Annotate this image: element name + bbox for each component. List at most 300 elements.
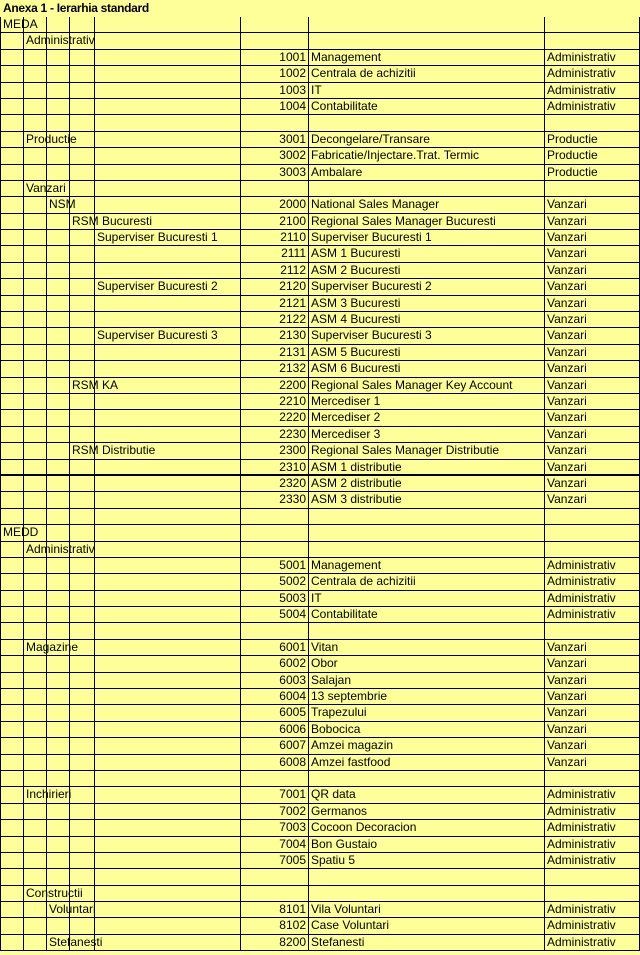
cell-col-3[interactable] (69, 213, 153, 230)
department-cell[interactable] (544, 623, 640, 639)
cell-col-2[interactable] (46, 804, 69, 820)
code-cell[interactable]: 6007 (240, 738, 308, 754)
cell-col-1[interactable] (23, 476, 46, 492)
cell-col-3[interactable] (69, 574, 94, 590)
cell-col-3[interactable] (69, 312, 94, 328)
cell-col-4[interactable] (94, 427, 240, 443)
cell-col-4[interactable] (94, 902, 240, 918)
cell-col-2[interactable] (46, 623, 69, 639)
name-cell[interactable]: Superviser Bucuresti 2 (308, 279, 544, 295)
name-cell[interactable] (308, 886, 544, 902)
cell-col-3[interactable] (69, 837, 94, 853)
name-cell[interactable]: Case Voluntari (308, 918, 544, 934)
code-cell[interactable]: 1001 (240, 50, 308, 66)
cell-col-0[interactable] (0, 853, 23, 869)
cell-col-4[interactable] (94, 312, 240, 328)
cell-col-1[interactable] (23, 820, 46, 836)
code-cell[interactable]: 2220 (240, 410, 308, 426)
cell-col-0[interactable] (0, 722, 23, 738)
cell-col-0[interactable] (0, 214, 23, 230)
name-cell[interactable] (308, 869, 544, 885)
cell-col-2[interactable] (46, 66, 69, 82)
name-cell[interactable]: Bobocica (308, 722, 544, 738)
code-cell[interactable] (240, 886, 308, 902)
department-cell[interactable]: Productie (544, 132, 640, 148)
cell-col-2[interactable] (46, 656, 69, 672)
code-cell[interactable]: 2200 (240, 378, 308, 394)
cell-col-0[interactable] (0, 345, 23, 361)
cell-col-1[interactable] (23, 591, 46, 607)
cell-col-0[interactable] (0, 886, 23, 902)
cell-col-0[interactable] (0, 427, 23, 443)
name-cell[interactable] (308, 771, 544, 787)
cell-col-0[interactable] (0, 50, 23, 66)
name-cell[interactable] (308, 525, 544, 541)
department-cell[interactable]: Vanzari (544, 197, 640, 213)
name-cell[interactable]: Germanos (308, 804, 544, 820)
cell-col-2[interactable] (46, 263, 69, 279)
name-cell[interactable]: Amzei fastfood (308, 755, 544, 771)
cell-col-4[interactable] (94, 181, 240, 197)
department-cell[interactable]: Vanzari (544, 722, 640, 738)
cell-col-1[interactable] (23, 165, 46, 181)
cell-col-2[interactable] (46, 934, 103, 951)
department-cell[interactable]: Vanzari (544, 230, 640, 246)
cell-col-1[interactable] (23, 361, 46, 377)
cell-col-3[interactable] (69, 509, 94, 525)
cell-col-0[interactable] (0, 197, 23, 213)
cell-col-4[interactable] (94, 804, 240, 820)
department-cell[interactable] (544, 33, 640, 49)
department-cell[interactable] (544, 886, 640, 902)
cell-col-4[interactable] (94, 148, 240, 164)
cell-col-0[interactable] (0, 755, 23, 771)
cell-col-2[interactable] (46, 394, 69, 410)
cell-col-1[interactable] (23, 853, 46, 869)
cell-col-3[interactable] (69, 443, 156, 459)
code-cell[interactable]: 5002 (240, 574, 308, 590)
department-cell[interactable]: Productie (544, 165, 640, 181)
cell-col-1[interactable] (23, 771, 46, 787)
cell-col-1[interactable] (23, 639, 79, 656)
cell-col-3[interactable] (69, 607, 94, 623)
cell-col-0[interactable] (0, 230, 23, 246)
cell-col-0[interactable] (0, 542, 23, 558)
code-cell[interactable] (240, 509, 308, 525)
cell-col-1[interactable] (23, 885, 83, 902)
cell-col-0[interactable] (0, 787, 23, 803)
cell-col-3[interactable] (69, 410, 94, 426)
name-cell[interactable]: Vitan (308, 640, 544, 656)
cell-col-0[interactable] (0, 17, 38, 33)
code-cell[interactable]: 6004 (240, 689, 308, 705)
cell-col-0[interactable] (0, 902, 23, 918)
department-cell[interactable]: Vanzari (544, 361, 640, 377)
name-cell[interactable] (308, 115, 544, 131)
department-cell[interactable]: Vanzari (544, 394, 640, 410)
cell-col-3[interactable] (69, 476, 94, 492)
cell-col-1[interactable] (23, 312, 46, 328)
cell-col-2[interactable] (46, 50, 69, 66)
department-cell[interactable]: Administrativ (544, 66, 640, 82)
cell-col-3[interactable] (69, 427, 94, 443)
cell-col-1[interactable] (23, 296, 46, 312)
cell-col-2[interactable] (46, 837, 69, 853)
cell-col-1[interactable] (23, 705, 46, 721)
department-cell[interactable] (544, 542, 640, 558)
cell-col-1[interactable] (23, 66, 46, 82)
cell-col-1[interactable] (23, 427, 46, 443)
name-cell[interactable]: ASM 3 distributie (308, 492, 544, 508)
cell-col-0[interactable] (0, 181, 23, 197)
code-cell[interactable]: 1004 (240, 99, 308, 115)
code-cell[interactable]: 3003 (240, 165, 308, 181)
cell-col-4[interactable] (94, 853, 240, 869)
cell-col-4[interactable] (94, 263, 240, 279)
cell-col-0[interactable] (0, 918, 23, 934)
cell-col-4[interactable] (94, 738, 240, 754)
department-cell[interactable]: Vanzari (544, 263, 640, 279)
code-cell[interactable]: 2112 (240, 263, 308, 279)
cell-col-4[interactable] (94, 869, 240, 885)
cell-col-1[interactable] (23, 443, 46, 459)
cell-col-3[interactable] (69, 17, 94, 33)
cell-col-2[interactable] (46, 918, 69, 934)
cell-col-3[interactable] (69, 853, 94, 869)
name-cell[interactable] (308, 33, 544, 49)
cell-col-2[interactable] (46, 214, 69, 230)
department-cell[interactable]: Vanzari (544, 312, 640, 328)
cell-col-2[interactable] (46, 591, 69, 607)
cell-col-2[interactable] (46, 509, 69, 525)
code-cell[interactable] (240, 525, 308, 541)
cell-col-2[interactable] (46, 869, 69, 885)
cell-col-0[interactable] (0, 558, 23, 574)
cell-col-0[interactable] (0, 83, 23, 99)
name-cell[interactable]: ASM 3 Bucuresti (308, 296, 544, 312)
cell-col-1[interactable] (23, 279, 46, 295)
department-cell[interactable]: Vanzari (544, 246, 640, 262)
department-cell[interactable]: Administrativ (544, 574, 640, 590)
cell-col-3[interactable] (69, 558, 94, 574)
cell-col-2[interactable] (46, 17, 69, 33)
cell-col-2[interactable] (46, 148, 69, 164)
cell-col-1[interactable] (23, 558, 46, 574)
department-cell[interactable]: Vanzari (544, 296, 640, 312)
name-cell[interactable]: Management (308, 50, 544, 66)
cell-col-2[interactable] (46, 722, 69, 738)
cell-col-0[interactable] (0, 476, 23, 492)
name-cell[interactable]: ASM 6 Bucuresti (308, 361, 544, 377)
cell-col-4[interactable] (94, 410, 240, 426)
cell-col-2[interactable] (46, 230, 69, 246)
name-cell[interactable]: Stefanesti (308, 935, 544, 951)
cell-col-1[interactable] (23, 460, 46, 476)
cell-col-0[interactable] (0, 443, 23, 459)
cell-col-4[interactable] (94, 558, 240, 574)
department-cell[interactable]: Vanzari (544, 279, 640, 295)
cell-col-0[interactable] (0, 394, 23, 410)
cell-col-4[interactable] (94, 656, 240, 672)
cell-col-1[interactable] (23, 656, 46, 672)
department-cell[interactable]: Administrativ (544, 804, 640, 820)
cell-col-2[interactable] (46, 361, 69, 377)
cell-col-4[interactable] (94, 345, 240, 361)
cell-col-2[interactable] (46, 558, 69, 574)
cell-col-3[interactable] (69, 804, 94, 820)
department-cell[interactable]: Administrativ (544, 83, 640, 99)
code-cell[interactable]: 2100 (240, 214, 308, 230)
cell-col-1[interactable] (23, 263, 46, 279)
cell-col-0[interactable] (0, 804, 23, 820)
department-cell[interactable]: Administrativ (544, 918, 640, 934)
cell-col-1[interactable] (23, 541, 95, 558)
cell-col-1[interactable] (23, 902, 46, 918)
cell-col-0[interactable] (0, 869, 23, 885)
cell-col-3[interactable] (69, 115, 94, 131)
name-cell[interactable]: ASM 2 distributie (308, 476, 544, 492)
cell-col-4[interactable] (94, 361, 240, 377)
department-cell[interactable]: Vanzari (544, 378, 640, 394)
cell-col-3[interactable] (69, 279, 94, 295)
department-cell[interactable]: Vanzari (544, 460, 640, 476)
department-cell[interactable]: Administrativ (544, 837, 640, 853)
cell-col-1[interactable] (23, 230, 46, 246)
cell-col-1[interactable] (23, 755, 46, 771)
cell-col-0[interactable] (0, 99, 23, 115)
cell-col-0[interactable] (0, 705, 23, 721)
cell-col-2[interactable] (46, 246, 69, 262)
cell-col-3[interactable] (69, 738, 94, 754)
name-cell[interactable]: Fabricatie/Injectare.Trat. Termic (308, 148, 544, 164)
cell-col-2[interactable] (46, 197, 76, 213)
name-cell[interactable]: Superviser Bucuresti 1 (308, 230, 544, 246)
cell-col-4[interactable] (94, 460, 240, 476)
name-cell[interactable]: Trapezului (308, 705, 544, 721)
cell-col-4[interactable] (94, 705, 240, 721)
cell-col-0[interactable] (0, 246, 23, 262)
cell-col-4[interactable] (94, 33, 240, 49)
cell-col-1[interactable] (23, 574, 46, 590)
department-cell[interactable]: Administrativ (544, 853, 640, 869)
cell-col-1[interactable] (23, 328, 46, 344)
cell-col-4[interactable] (94, 165, 240, 181)
code-cell[interactable]: 5004 (240, 607, 308, 623)
code-cell[interactable]: 2111 (240, 246, 308, 262)
name-cell[interactable] (308, 509, 544, 525)
name-cell[interactable]: Amzei magazin (308, 738, 544, 754)
name-cell[interactable]: Regional Sales Manager Bucuresti (308, 214, 544, 230)
department-cell[interactable] (544, 181, 640, 197)
cell-col-3[interactable] (69, 771, 94, 787)
cell-col-4[interactable] (94, 296, 240, 312)
code-cell[interactable]: 3001 (240, 132, 308, 148)
cell-col-3[interactable] (69, 722, 94, 738)
cell-col-3[interactable] (69, 492, 94, 508)
department-cell[interactable]: Administrativ (544, 99, 640, 115)
cell-col-1[interactable] (23, 935, 46, 951)
cell-col-2[interactable] (46, 738, 69, 754)
cell-col-2[interactable] (46, 673, 69, 689)
name-cell[interactable]: ASM 4 Bucuresti (308, 312, 544, 328)
cell-col-2[interactable] (46, 820, 69, 836)
cell-col-1[interactable] (23, 378, 46, 394)
code-cell[interactable]: 7004 (240, 837, 308, 853)
cell-col-1[interactable] (23, 197, 46, 213)
cell-col-0[interactable] (0, 574, 23, 590)
code-cell[interactable]: 2122 (240, 312, 308, 328)
department-cell[interactable]: Vanzari (544, 640, 640, 656)
name-cell[interactable]: ASM 2 Bucuresti (308, 263, 544, 279)
code-cell[interactable]: 1003 (240, 83, 308, 99)
cell-col-2[interactable] (46, 755, 69, 771)
cell-col-2[interactable] (46, 476, 69, 492)
code-cell[interactable]: 7005 (240, 853, 308, 869)
cell-col-0[interactable] (0, 66, 23, 82)
cell-col-3[interactable] (69, 328, 94, 344)
name-cell[interactable]: 13 septembrie (308, 689, 544, 705)
department-cell[interactable]: Vanzari (544, 755, 640, 771)
code-cell[interactable]: 2230 (240, 427, 308, 443)
department-cell[interactable]: Administrativ (544, 607, 640, 623)
department-cell[interactable]: Vanzari (544, 214, 640, 230)
name-cell[interactable]: Mercediser 1 (308, 394, 544, 410)
cell-col-0[interactable] (0, 623, 23, 639)
cell-col-2[interactable] (46, 296, 69, 312)
department-cell[interactable]: Administrativ (544, 50, 640, 66)
code-cell[interactable]: 2300 (240, 443, 308, 459)
cell-col-4[interactable] (94, 246, 240, 262)
name-cell[interactable]: Mercediser 3 (308, 427, 544, 443)
code-cell[interactable] (240, 623, 308, 639)
code-cell[interactable]: 2000 (240, 197, 308, 213)
code-cell[interactable]: 2310 (240, 460, 308, 476)
cell-col-2[interactable] (46, 443, 69, 459)
cell-col-4[interactable] (94, 83, 240, 99)
cell-col-1[interactable] (23, 492, 46, 508)
code-cell[interactable] (240, 771, 308, 787)
cell-col-2[interactable] (46, 492, 69, 508)
cell-col-4[interactable] (94, 230, 240, 246)
cell-col-3[interactable] (69, 296, 94, 312)
department-cell[interactable]: Vanzari (544, 345, 640, 361)
code-cell[interactable] (240, 542, 308, 558)
cell-col-1[interactable] (23, 623, 46, 639)
cell-col-0[interactable] (0, 607, 23, 623)
cell-col-4[interactable] (94, 542, 240, 558)
department-cell[interactable]: Administrativ (544, 935, 640, 951)
department-cell[interactable] (544, 17, 640, 33)
cell-col-0[interactable] (0, 33, 23, 49)
cell-col-1[interactable] (23, 837, 46, 853)
cell-col-1[interactable] (23, 804, 46, 820)
department-cell[interactable]: Vanzari (544, 689, 640, 705)
name-cell[interactable]: Contabilitate (308, 99, 544, 115)
cell-col-4[interactable] (94, 115, 240, 131)
cell-col-4[interactable] (94, 394, 240, 410)
cell-col-3[interactable] (69, 263, 94, 279)
cell-col-0[interactable] (0, 837, 23, 853)
cell-col-0[interactable] (0, 328, 23, 344)
cell-col-2[interactable] (46, 328, 69, 344)
department-cell[interactable]: Vanzari (544, 443, 640, 459)
cell-col-3[interactable] (69, 755, 94, 771)
cell-col-0[interactable] (0, 771, 23, 787)
cell-col-0[interactable] (0, 361, 23, 377)
cell-col-3[interactable] (69, 623, 94, 639)
cell-col-1[interactable] (23, 673, 46, 689)
department-cell[interactable]: Vanzari (544, 673, 640, 689)
cell-col-4[interactable] (94, 197, 240, 213)
code-cell[interactable]: 2131 (240, 345, 308, 361)
cell-col-3[interactable] (69, 361, 94, 377)
cell-col-2[interactable] (46, 689, 69, 705)
cell-col-2[interactable] (46, 902, 96, 918)
department-cell[interactable] (544, 525, 640, 541)
cell-col-3[interactable] (69, 246, 94, 262)
code-cell[interactable]: 5003 (240, 591, 308, 607)
department-cell[interactable]: Administrativ (544, 820, 640, 836)
cell-col-0[interactable] (0, 591, 23, 607)
code-cell[interactable]: 2130 (240, 328, 308, 344)
cell-col-1[interactable] (23, 607, 46, 623)
cell-col-3[interactable] (69, 83, 94, 99)
cell-col-1[interactable] (23, 99, 46, 115)
cell-col-0[interactable] (0, 410, 23, 426)
cell-col-3[interactable] (69, 148, 94, 164)
cell-col-2[interactable] (46, 525, 69, 541)
cell-col-4[interactable] (94, 132, 240, 148)
code-cell[interactable]: 7001 (240, 787, 308, 803)
name-cell[interactable]: Decongelare/Transare (308, 132, 544, 148)
cell-col-2[interactable] (46, 607, 69, 623)
cell-col-2[interactable] (46, 279, 69, 295)
name-cell[interactable]: Ambalare (308, 165, 544, 181)
cell-col-4[interactable] (94, 525, 240, 541)
cell-col-1[interactable] (23, 918, 46, 934)
cell-col-3[interactable] (69, 918, 94, 934)
cell-col-1[interactable] (23, 131, 77, 148)
cell-col-0[interactable] (0, 165, 23, 181)
cell-col-4[interactable] (94, 640, 240, 656)
cell-col-1[interactable] (23, 394, 46, 410)
cell-col-0[interactable] (0, 492, 23, 508)
cell-col-1[interactable] (23, 214, 46, 230)
code-cell[interactable]: 2132 (240, 361, 308, 377)
cell-col-0[interactable] (0, 378, 23, 394)
cell-col-4[interactable] (94, 66, 240, 82)
code-cell[interactable] (240, 17, 308, 33)
name-cell[interactable] (308, 181, 544, 197)
cell-col-0[interactable] (0, 656, 23, 672)
cell-col-0[interactable] (0, 525, 39, 541)
cell-col-2[interactable] (46, 427, 69, 443)
cell-col-0[interactable] (0, 132, 23, 148)
code-cell[interactable]: 2320 (240, 476, 308, 492)
department-cell[interactable]: Vanzari (544, 705, 640, 721)
code-cell[interactable]: 6002 (240, 656, 308, 672)
cell-col-3[interactable] (69, 377, 119, 394)
cell-col-4[interactable] (94, 492, 240, 508)
department-cell[interactable]: Vanzari (544, 492, 640, 508)
name-cell[interactable] (308, 542, 544, 558)
cell-col-3[interactable] (69, 673, 94, 689)
cell-col-1[interactable] (23, 180, 66, 197)
cell-col-2[interactable] (46, 705, 69, 721)
cell-col-2[interactable] (46, 378, 69, 394)
cell-col-1[interactable] (23, 148, 46, 164)
code-cell[interactable]: 7002 (240, 804, 308, 820)
